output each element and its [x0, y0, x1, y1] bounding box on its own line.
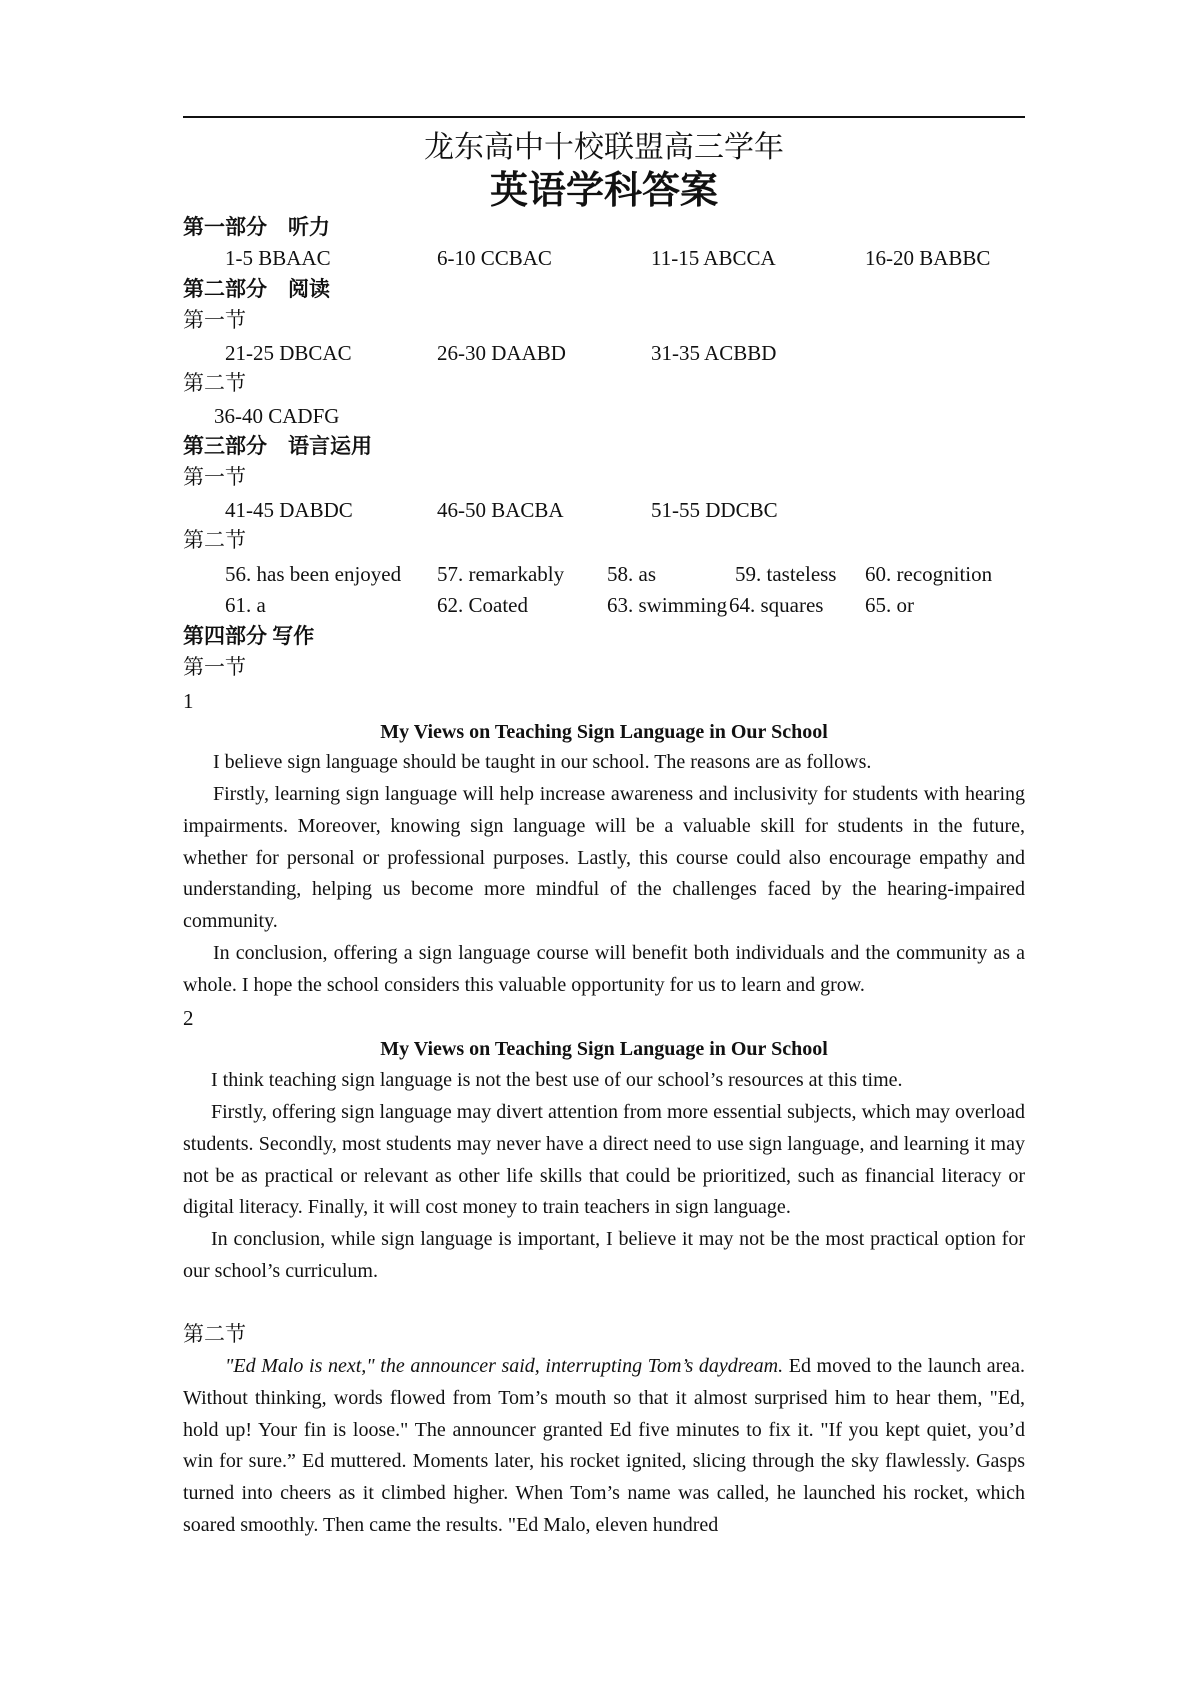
answer-56: 56. has been enjoyed	[225, 562, 402, 586]
part4-section1-label: 第一节	[183, 655, 246, 679]
essay2-title: My Views on Teaching Sign Language in Our School	[380, 1038, 828, 1060]
answer-63: 63. swimming	[607, 593, 728, 617]
essay2-number: 2	[183, 1006, 194, 1030]
answer-59: 59. tasteless	[735, 562, 837, 586]
essay2-paragraph2: Firstly, offering sign language may divert attention from more essential subjects, which may overload students. Secondly, most students may never have a direct need to use sign language, and learning it may not be as practical or relevant as other life skills that could be prioritized, such as financial literacy or digital literacy. Finally, it will cost money to train teachers in sign language.	[183, 1101, 1025, 1219]
part3-heading: 第三部分 语言运用	[183, 434, 372, 458]
essay1-paragraph3: In conclusion, offering a sign language course will benefit both individuals and the community as a whole. I hope the school considers this valuable opportunity for us to learn and grow.	[183, 942, 1025, 996]
part4-section2-label: 第二节	[183, 1322, 246, 1346]
story-paragraph	[183, 1351, 1025, 1542]
story-text: Ed moved to the launch area. Without thinking, words flowed from Tom’s mouth so that it almost surprised him to hear them, "Ed, hold up! Your fin is loose." The announcer granted Ed five minutes to fix it. "If you kept quiet, you’d win for sure.” Ed muttered. Moments later, his rocket ignited, slicing through the sky flawlessly. Gasps turned into cheers as it climbed higher. When Tom’s name was called, he launched his rocket, which soared smoothly. Then came the results. "Ed Malo, eleven hundred	[183, 1355, 1025, 1536]
answer-31-35: 31-35 ACBBD	[651, 341, 777, 365]
answer-21-25: 21-25 DBCAC	[225, 341, 352, 365]
answer-26-30: 26-30 DAABD	[437, 341, 566, 365]
part3-section1-label: 第一节	[183, 465, 246, 489]
essay2-paragraph3: In conclusion, while sign language is important, I believe it may not be the most practical option for our school’s curriculum.	[183, 1228, 1025, 1282]
essay1-paragraph1: I believe sign language should be taught in our school. The reasons are as follows.	[213, 751, 872, 773]
answer-64: 64. squares	[729, 593, 824, 617]
essay1-paragraph2: Firstly, learning sign language will help increase awareness and inclusivity for students with hearing impairments. Moreover, knowing sign language will be a valuable skill for students in the future, whether for personal or professional purposes. Lastly, this course could also encourage empathy and understanding, helping us become more mindful of the challenges faced by the hearing-impaired community.	[183, 783, 1025, 933]
part1-heading: 第一部分 听力	[183, 215, 330, 239]
answer-51-55: 51-55 DDCBC	[651, 498, 778, 522]
answer-1-5: 1-5 BBAAC	[225, 246, 331, 270]
answer-46-50: 46-50 BACBA	[437, 498, 564, 522]
part2-section2-label: 第二节	[183, 371, 246, 395]
school-title: 龙东高中十校联盟高三学年	[424, 131, 784, 164]
answer-16-20: 16-20 BABBC	[865, 246, 991, 270]
answer-36-40: 36-40 CADFG	[214, 404, 340, 428]
answer-58: 58. as	[607, 562, 656, 586]
answer-11-15: 11-15 ABCCA	[651, 246, 776, 270]
story-italic-lead: "Ed Malo is next," the announcer said, interrupting Tom’s daydream.	[225, 1355, 784, 1377]
answer-61: 61. a	[225, 593, 266, 617]
answer-60: 60. recognition	[865, 562, 993, 586]
part2-heading: 第二部分 阅读	[183, 277, 330, 301]
essay2-paragraph1: I think teaching sign language is not the best use of our school’s resources at this time.	[211, 1069, 903, 1091]
answer-62: 62. Coated	[437, 593, 528, 617]
top-rule	[183, 116, 1025, 118]
essay1-number: 1	[183, 689, 194, 713]
part4-heading: 第四部分 写作	[183, 624, 315, 648]
answer-65: 65. or	[865, 593, 914, 617]
part2-section1-label: 第一节	[183, 308, 246, 332]
answer-57: 57. remarkably	[437, 562, 565, 586]
essay1-title: My Views on Teaching Sign Language in Our School	[380, 721, 828, 743]
part3-section2-label: 第二节	[183, 528, 246, 552]
answer-6-10: 6-10 CCBAC	[437, 246, 552, 270]
answer-41-45: 41-45 DABDC	[225, 498, 353, 522]
document-title: 英语学科答案	[489, 170, 718, 212]
